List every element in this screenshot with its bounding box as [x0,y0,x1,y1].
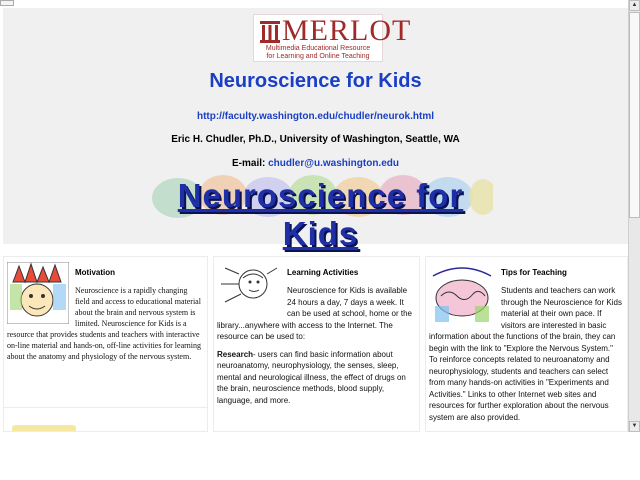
blank-area [0,432,640,480]
banner-image [148,173,493,252]
banner-title: Neuroscience for Kids [177,177,464,252]
email-line [3,158,628,169]
motivation-text: Neuroscience is a rapidly changing field and access to educational material about the brain and nervous system is limited. Neuroscience for Kids is a resource that provides students and teachers with interactive on-line material and hands-on, off-line activities for learning about the anatomy and physiology of the nervous system. [7,286,202,361]
head-diagram-icon [217,262,281,308]
logo-word: MERLOT [282,14,412,47]
email-label: E-mail: [232,158,269,169]
research-paragraph [214,349,419,407]
email-link[interactable]: chudler@u.washington.edu [268,158,399,169]
header-panel [3,8,628,252]
arrow-up-icon[interactable]: ▲ [629,0,640,11]
learning-heading: Learning Activities [287,268,359,277]
page-title: Neuroscience for Kids [209,70,422,92]
next-section-thumbnail [12,425,76,432]
tips-text: Students and teachers can work through the Neuroscience for Kids material at their own pace. If visitors are interested in basic information about the functions of the brain, they can begin with the link to "Explore the Nervous System." To reinforce concepts related to neuroanatomy and neurophysiology, students and teachers can select from many hands-on activities in "Experiments and Activities." Links to other Internet web sites and resources for further exploration about the nervous system are also provided. [429,286,622,422]
pillar-icon [260,21,280,43]
merlot-logo[interactable] [253,14,412,62]
child-drawing-icon [7,262,69,324]
author-line: Eric H. Chudler, Ph.D., University of Washington, Seattle, WA [171,134,460,145]
motivation-heading: Motivation [75,268,115,277]
research-label: Research [217,349,254,359]
brain-senses-drawing-icon [429,262,495,326]
logo-subtitle-line-1: Multimedia Educational Resource [265,45,371,52]
logo-subtitle-line-2: for Learning and Online Teaching [266,53,370,60]
research-text: - users can find basic information about neuroanatomy, neurophysiology, the senses, sleep, mental and neurological illness, the effect of drugs on the brain, neuroscience methods, blood supply, language, and more. [217,349,406,405]
motivation-column [3,256,208,432]
tips-heading: Tips for Teaching [501,268,567,277]
vertical-scrollbar[interactable] [628,0,640,432]
tips-column [425,256,628,432]
learning-activities-column [213,256,420,432]
resource-url-link[interactable]: http://faculty.washington.edu/chudler/neurok.html [196,111,435,122]
scrollbar-thumb[interactable] [629,12,640,218]
arrow-down-icon[interactable]: ▼ [629,421,640,432]
learning-text: Neuroscience for Kids is available 24 hours a day, 7 days a week. It can be used at school, home or the library...anywhere with access to the Internet. The resource can be used to: [217,286,412,341]
